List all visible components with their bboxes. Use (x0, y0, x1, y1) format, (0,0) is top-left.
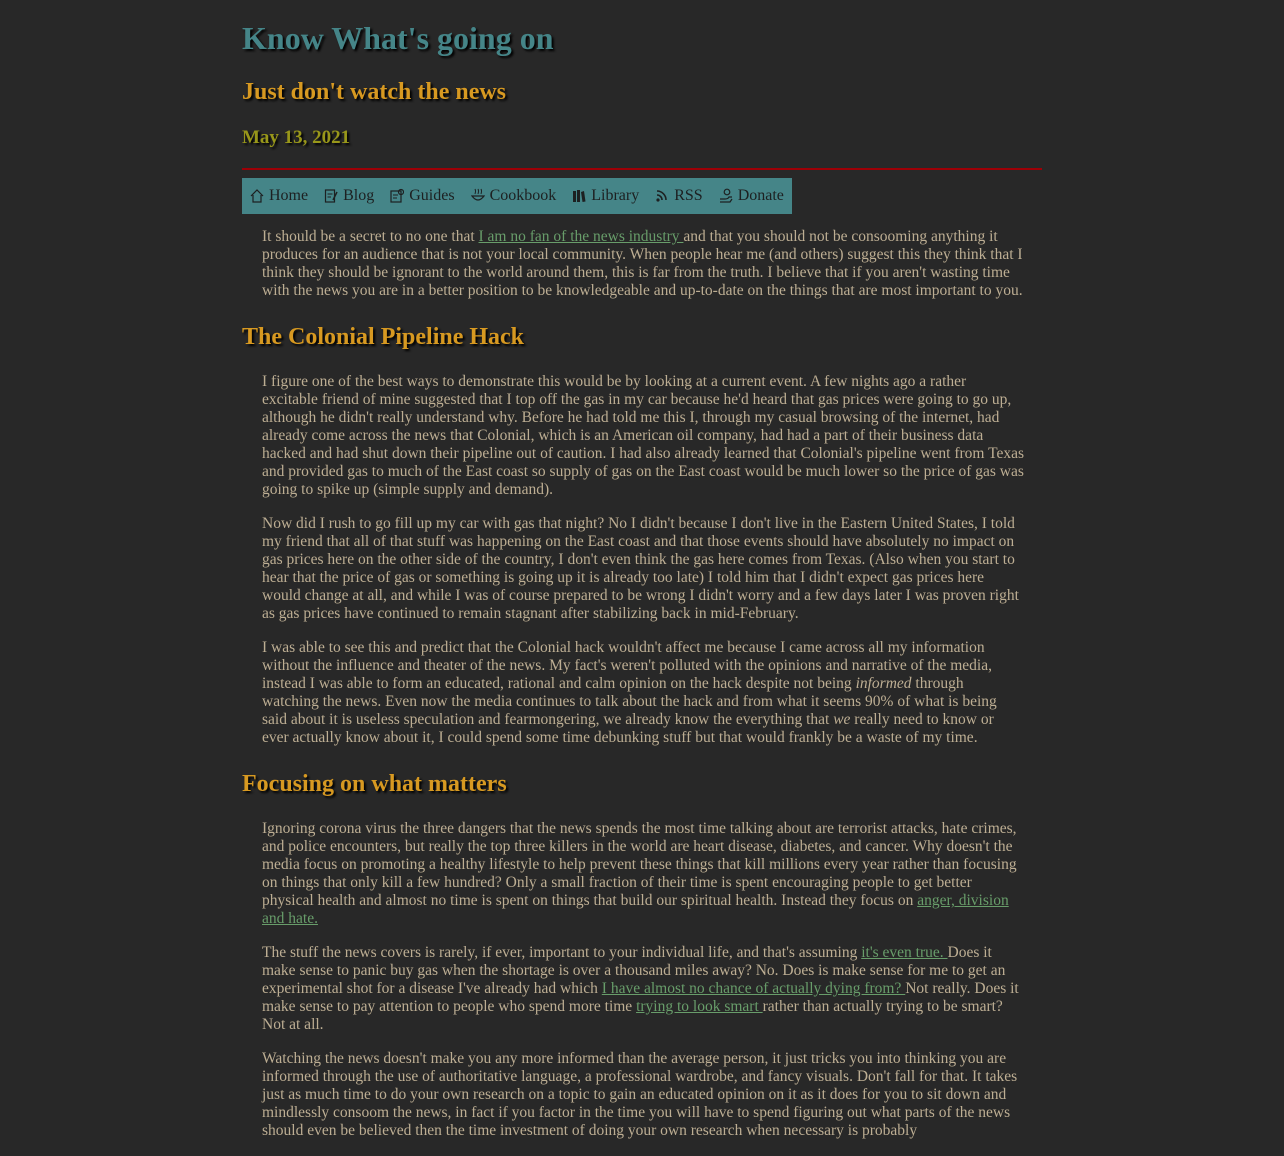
emphasis: we (833, 711, 851, 728)
main-nav (242, 178, 792, 214)
emphasis: informed (855, 675, 912, 692)
page-title: Just don't watch the news (242, 79, 507, 105)
nav-item-label: Donate (737, 187, 784, 204)
site-title: Know What's going on (242, 20, 554, 56)
nav-item-donate[interactable] (719, 187, 784, 205)
look-smart-link[interactable]: trying to look smart (636, 998, 763, 1015)
paragraph: I was able to see this and predict that the Colonial hack wouldn't affect me because I came across all my information without the influence and theater of the news. My fact's weren't polluted with the opinions and narrative of the media, instead I was able to form an educated, rational and calm opinion on the hack despite not being informed through watching the news. Even now the media continues to talk about the hack and from what it seems 90% of what is being said about it is useless speculation and fearmongering, we already know the everything that we really need to know or ever actually know about it, I could spend some time debunking stuff but that would frankly be a waste of my time. (262, 639, 997, 746)
map-pin-icon (390, 188, 404, 204)
nav-item-rss[interactable] (655, 187, 702, 205)
nav-item-label: RSS (674, 187, 703, 204)
paragraph: I figure one of the best ways to demonstrate this would be by looking at a current event. A few nights ago a rather excitable friend of mine suggested that I top off the gas in my car because he'd heard that gas prices were going to go up, although he didn't really understand why. Before he had told me this I, through my casual browsing of the internet, had already come across the news that Colonial, which is an American oil company, had had a part of their business data hacked and had shut down their pipeline out of caution. I had also already learned that Colonial's pipeline went from Texas and provided gas to much of the East coast so supply of gas on the East coast would be much lower so the price of gas was going to spike up (simple supply and demand). (262, 373, 1024, 498)
nav-item-label: Home (269, 187, 309, 204)
article-body (242, 228, 1042, 1156)
nav-item-blog[interactable] (324, 187, 374, 205)
even-true-link[interactable]: it's even true. (861, 944, 948, 961)
paragraph: Watching the news doesn't make you any more informed than the average person, it just tricks you into thinking you are informed through the use of authoritative language, a professional wardrobe, and fancy visuals. Don't fall for that. It takes just as much time to do your own research on a topic to gain an educated opinion on it as it does for you to sit down and mindlessly consoom the news, in fact if you factor in the time you will have to spend figuring out what parts of the news should even be believed then the time investment of doing your own research when necessary is probably (262, 1050, 1018, 1139)
nav-item-cookbook[interactable] (471, 187, 557, 205)
section-heading-focusing: Focusing on what matters (242, 771, 507, 797)
rss-icon (655, 188, 669, 204)
header-divider (242, 168, 1042, 170)
nav-item-label: Cookbook (489, 187, 557, 204)
post-date: May 13, 2021 (242, 127, 351, 148)
home-icon (250, 188, 264, 204)
hand-coin-icon (719, 188, 733, 204)
paragraph: Ignoring corona virus the three dangers that the news spends the most time talking about are terrorist attacks, hate crimes, and police encounters, but really the top three killers in the world are heart disease, diabetes, and cancer. Why doesn't the media focus on promoting a healthy lifestyle to help prevent these things that kill millions every year rather than focusing on things that only kill a few hundred? Only a small fraction of their time is spent encouraging people to get better physical health and almost no time is spent on things that build our spiritual health. Instead they focus on anger, division and hate. (262, 820, 1017, 927)
nav-item-library[interactable] (572, 187, 639, 205)
books-icon (572, 188, 586, 204)
paragraph: The stuff the news covers is rarely, if ever, important to your individual life, and that's assuming it's even true. Does it make sense to panic buy gas when the shortage is over a thousand miles away? No. Does is make sense for me to get an experimental shot for a disease I've already had which I have almost no chance of actually dying from? Not really. Does it make sense to pay attention to people who spend more time trying to look smart rather than actually trying to be smart? Not at all. (262, 944, 1019, 1033)
bowl-icon (471, 188, 485, 204)
anger-division-hate-link[interactable]: anger, division and hate. (262, 892, 1009, 927)
intro-paragraph: It should be a secret to no one that I am no fan of the news industry and that you should not be consooming anything it produces for an audience that is not your local community. When people hear me (and others) suggest this they think that I think they should be ignorant to the world around them, this is far from the truth. I believe that if you aren't wasting time with the news you are in a better position to be knowledgeable and up-to-date on the things that are most important to you. (262, 228, 1023, 299)
nav-item-guides[interactable] (390, 187, 454, 205)
nav-item-label: Blog (343, 187, 375, 204)
nav-item-home[interactable] (250, 187, 308, 205)
pencil-note-icon (324, 188, 338, 204)
section-heading-colonial: The Colonial Pipeline Hack (242, 324, 525, 350)
paragraph: Now did I rush to go fill up my car with gas that night? No I didn't because I don't live in the Eastern United States, I told my friend that all of that stuff was happening on the East coast and that those events should have absolutely no impact on gas prices here on the other side of the country, I don't even think the gas here comes from Texas. (Also when you start to hear that the price of gas or something is going up it is already too late) I told him that I didn't expect gas prices here would change at all, and while I was of course prepared to be wrong I didn't worry and a few days later I was proven right as gas prices have continued to remain stagnant after stabilizing back in mid-February. (262, 515, 1019, 622)
nav-item-label: Guides (409, 187, 455, 204)
dying-chance-link[interactable]: I have almost no chance of actually dying from? (601, 980, 906, 997)
news-industry-link[interactable]: I am no fan of the news industry (478, 228, 684, 245)
nav-item-label: Library (591, 187, 640, 204)
